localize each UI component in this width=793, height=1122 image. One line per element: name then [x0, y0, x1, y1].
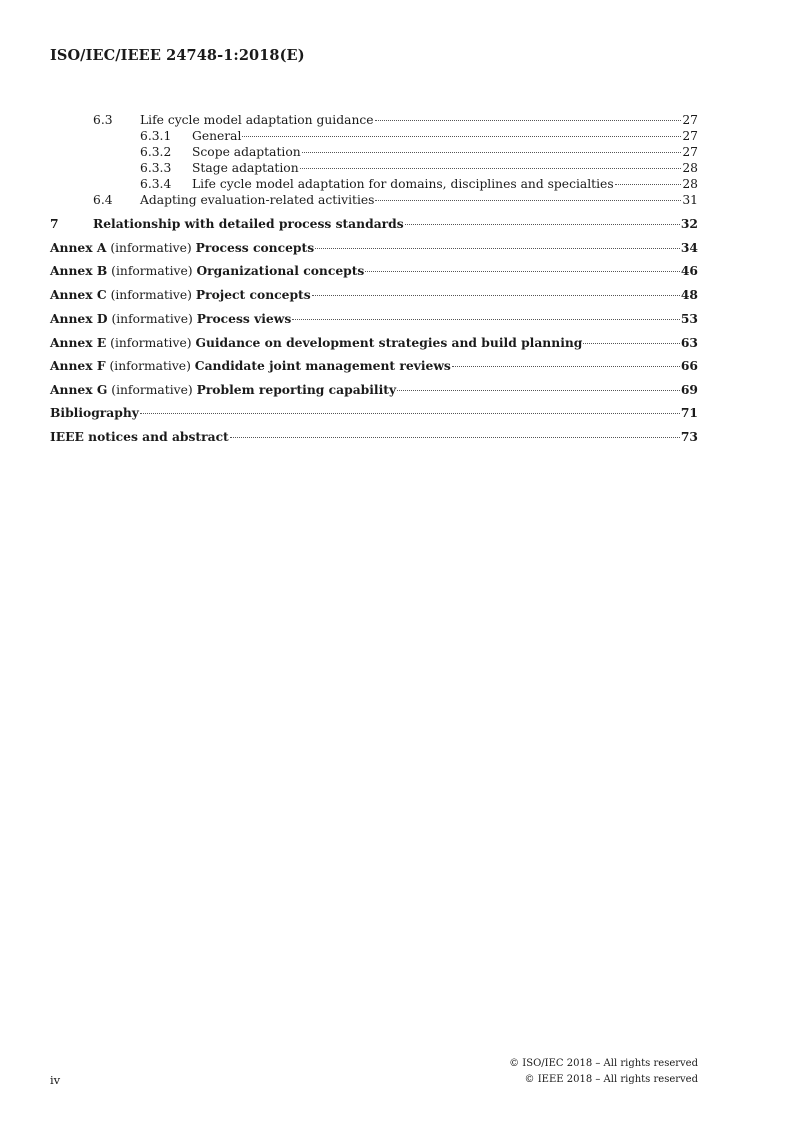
toc-entry-page: 53	[680, 311, 698, 326]
toc-entry-title: Life cycle model adaptation guidance	[140, 113, 374, 127]
toc-entry-page: 73	[680, 429, 698, 444]
toc-leader-dots	[375, 200, 681, 201]
toc-entry-clause-7[interactable]	[50, 216, 698, 231]
toc-entry-6-3[interactable]	[50, 113, 698, 127]
toc-leader-dots	[615, 184, 682, 185]
toc-annex-title	[50, 358, 451, 373]
annex-label: Annex G	[50, 382, 108, 397]
footer-copyright-ieee: © IEEE 2018 – All rights reserved	[524, 1074, 698, 1085]
toc-entry-title: Candidate joint management reviews	[194, 358, 451, 373]
toc-entry-title: Bibliography	[50, 405, 139, 420]
toc-entry-page: 27	[682, 113, 698, 127]
toc-annex-title	[50, 335, 582, 350]
toc-leader-dots	[583, 343, 679, 344]
toc-leader-dots	[302, 152, 682, 153]
toc-entry-title: Life cycle model adaptation for domains, disciplines and specialties	[192, 177, 614, 191]
toc-entry-title: Problem reporting capability	[196, 382, 397, 397]
annex-informative-tag: (informative)	[107, 264, 197, 278]
toc-entry-page: 27	[682, 145, 698, 159]
annex-informative-tag: (informative)	[106, 288, 196, 302]
toc-entry-number: 6.3.2	[140, 145, 172, 159]
toc-entry-6-3-2[interactable]	[50, 145, 698, 159]
annex-label: Annex D	[50, 311, 108, 326]
toc-entry-title: IEEE notices and abstract	[50, 429, 229, 444]
annex-label: Annex F	[50, 358, 106, 373]
toc-annex-title	[50, 382, 396, 397]
toc-leader-dots	[300, 168, 682, 169]
toc-leader-dots	[242, 136, 681, 137]
toc-entry-6-3-4[interactable]	[50, 177, 698, 191]
toc-entry-page: 66	[680, 358, 698, 373]
toc-entry-page: 27	[682, 129, 698, 143]
toc-annex-title	[50, 263, 364, 278]
toc-entry-number: 7	[50, 216, 59, 231]
toc-entry-page: 71	[680, 405, 698, 420]
toc-entry-annex-b[interactable]	[50, 263, 698, 278]
toc-entry-number: 6.3.1	[140, 129, 172, 143]
toc-annex-title	[50, 311, 291, 326]
toc-entry-number: 6.4	[93, 193, 113, 207]
toc-entry-page: 32	[680, 216, 698, 231]
toc-entry-bibliography[interactable]	[50, 405, 698, 420]
annex-label: Annex C	[50, 287, 107, 302]
toc-leader-dots	[397, 390, 680, 391]
annex-label: Annex B	[50, 263, 108, 278]
toc-leader-dots	[315, 248, 680, 249]
toc-entry-page: 46	[680, 263, 698, 278]
toc-entry-annex-f[interactable]	[50, 358, 698, 373]
toc-entry-number: 6.3	[93, 113, 113, 127]
toc-entry-page: 69	[680, 382, 698, 397]
toc-entry-annex-g[interactable]	[50, 382, 698, 397]
toc-leader-dots	[312, 295, 680, 296]
annex-label: Annex E	[50, 335, 107, 350]
toc-leader-dots	[140, 413, 680, 414]
toc-entry-page: 28	[682, 161, 698, 175]
toc-entry-title: Process concepts	[195, 240, 315, 255]
toc-entry-page: 48	[680, 287, 698, 302]
toc-entry-page: 28	[682, 177, 698, 191]
toc-entry-title: Relationship with detailed process standards	[93, 216, 404, 231]
toc-entry-annex-a[interactable]	[50, 240, 698, 255]
toc-entry-number: 6.3.3	[140, 161, 172, 175]
footer-page-number: iv	[50, 1073, 61, 1087]
toc-entry-6-4[interactable]	[50, 193, 698, 207]
toc-entry-6-3-1[interactable]	[50, 129, 698, 143]
annex-informative-tag: (informative)	[105, 359, 195, 373]
annex-informative-tag: (informative)	[107, 312, 197, 326]
toc-entry-title: Project concepts	[195, 287, 311, 302]
toc-entry-page: 63	[680, 335, 698, 350]
toc-leader-dots	[405, 224, 680, 225]
toc-entry-title: Guidance on development strategies and build planning	[195, 335, 583, 350]
toc-entry-page: 31	[682, 193, 698, 207]
document-id-header: ISO/IEC/IEEE 24748-1:2018(E)	[50, 47, 305, 64]
annex-label: Annex A	[50, 240, 107, 255]
toc-entry-ieee-notices[interactable]	[50, 429, 698, 444]
toc-annex-title	[50, 240, 314, 255]
toc-entry-annex-d[interactable]	[50, 311, 698, 326]
toc-entry-6-3-3[interactable]	[50, 161, 698, 175]
annex-informative-tag: (informative)	[106, 241, 196, 255]
toc-leader-dots	[292, 319, 680, 320]
toc-leader-dots	[365, 271, 680, 272]
toc-leader-dots	[230, 437, 680, 438]
toc-entry-number: 6.3.4	[140, 177, 172, 191]
toc-entry-annex-c[interactable]	[50, 287, 698, 302]
annex-informative-tag: (informative)	[107, 383, 197, 397]
toc-leader-dots	[375, 120, 682, 121]
toc-entry-title: Process views	[196, 311, 292, 326]
toc-entry-annex-e[interactable]	[50, 335, 698, 350]
toc-entry-title: Stage adaptation	[192, 161, 299, 175]
annex-informative-tag: (informative)	[106, 336, 196, 350]
toc-entry-page: 34	[680, 240, 698, 255]
toc-entry-title: Organizational concepts	[196, 263, 365, 278]
toc-annex-title	[50, 287, 311, 302]
footer-copyright-iso: © ISO/IEC 2018 – All rights reserved	[509, 1058, 698, 1069]
toc-entry-title: Adapting evaluation-related activities	[140, 193, 375, 207]
toc-leader-dots	[452, 366, 680, 367]
toc-entry-title: General	[192, 129, 242, 143]
toc-entry-title: Scope adaptation	[192, 145, 301, 159]
